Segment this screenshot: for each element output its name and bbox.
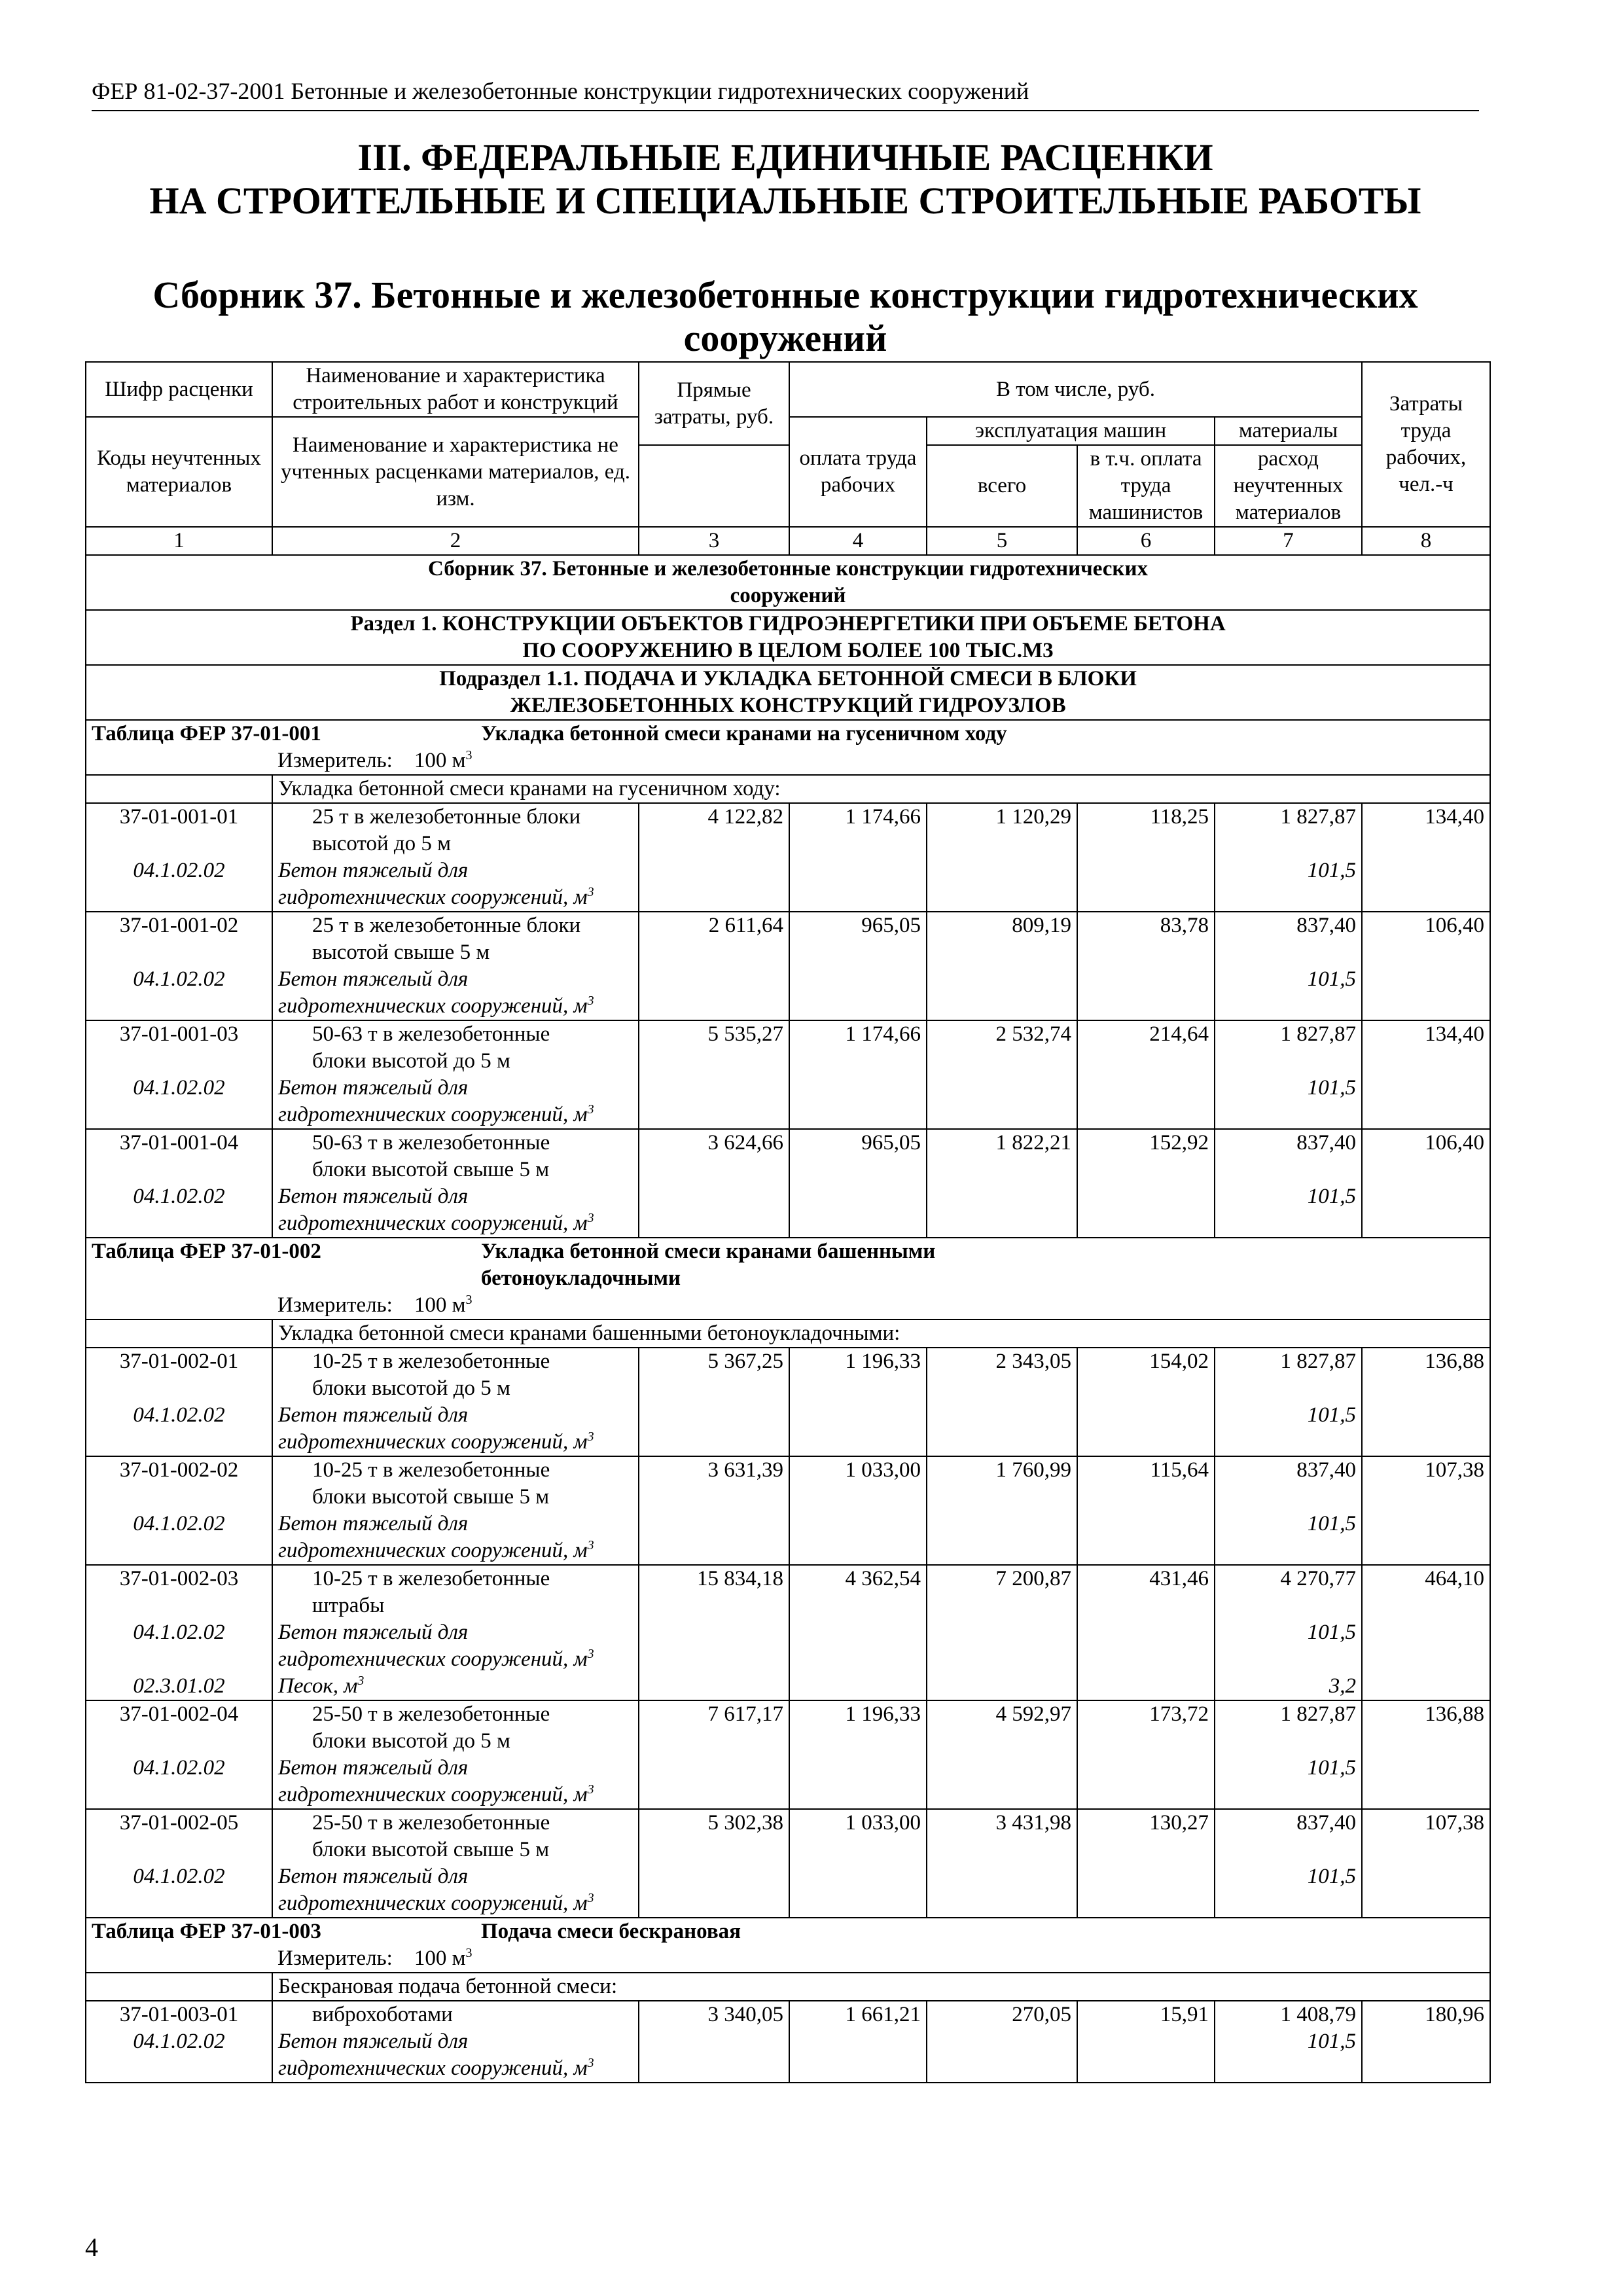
table-intro: Укладка бетонной смеси кранами на гусеничном ходу:: [86, 775, 1490, 803]
material-row: 04.1.02.02 Бетон тяжелый для гидротехнических сооружений, $м^3$ 101,5: [86, 1863, 1490, 1918]
section-heading: Раздел 1. КОНСТРУКЦИИ ОБЪЕКТОВ ГИДРОЭНЕРГЕТИКИ ПРИ ОБЪЕМЕ БЕТОНА ПО СООРУЖЕНИЮ В ЦЕЛОМ БОЛЕЕ 100 ТЫС.М3: [86, 610, 1490, 665]
rates-table: Шифр расценки Наименование и характеристика строительных работ и конструкций Прямые затраты, руб. В том числе, руб. Затраты труда рабочих, чел.-ч Коды неучтенных материалов Наименование и характеристика не учтенных расценками материалов, ед. изм. оплата труда рабочих эксплуатация машин материалы всего в т.ч. оплата труда машинистов расход неучтенных материалов 1 2 3 4 5 6 7 8 Сборник 37. Бетонные и железобетонные конструкции гидротехнических сооружений Раздел 1. КОНСТРУКЦИИ ОБЪЕКТОВ ГИДРОЭНЕРГЕТИКИ ПРИ ОБЪЕМЕ БЕТОНА ПО СООРУЖЕНИЮ В ЦЕЛОМ БОЛЕЕ 100 ТЫС.М3 Подраздел 1.1. ПОДАЧА И УКЛАДКА БЕТОННОЙ СМЕСИ В БЛОКИ ЖЕЛЕЗОБЕТОННЫХ КОНСТРУКЦИЙ ГИДРОУЗЛОВ Таблица ФЕР 37-01-001 Укладка бетонной смеси кранами на гусеничном ходу Измеритель: 100 $м^3$ Укладка бетонной смеси кранами на гусеничном ходу: 37-01-001-01 25 т в железобетонные блоки высотой до 5 м 4 122,82 1 174,66 1 120,29 118,25 1 827,87 134,40 04.1.02.02 Бетон тяжелый для гидротехнических сооружений, $м^3$ 101,5 37-01-001-02 25 т в железобетонные блоки высотой свыше 5 м 2 611,64 965,05 809,19 83,78 837,40 106,40 04.1.02.02 Бетон тяжелый для гидротехнических сооружений, $м^3$ 101,5 37-01-001-03 50-63 т в железобетонные блоки высотой до 5 м 5 535,27 1 174,66 2 532,74 214,64 1 827,87 134,40 04.1.02.02 Бетон тяжелый для гидротехнических сооружений, $м^3$ 101,5 37-01-001-04 50-63 т в железобетонные блоки высотой свыше 5 м 3 624,66 965,05 1 822,21 152,92 837,40 106,40 04.1.02.02 Бетон тяжелый для гидротехнических сооружений, $м^3$ 101,5 Таблица ФЕР 37-01-002 Укладка бетонной смеси кранами башенными бетоноукладочными Измеритель: 100 $м^3$ Укладка бетонной смеси кранами башенными бетоноукладочными: 37-01-002-01 10-25 т в железобетонные блоки высотой до 5 м 5 367,25 1 196,33 2 343,05 154,02 1 827,87 136,88 04.1.02.02 Бетон тяжелый для гидротехнических сооружений, $м^3$ 101,5 37-01-002-02 10-25 т в железобетонные блоки высотой свыше 5 м 3 631,39 1 033,00 1 760,99 115,64 837,40 107,38 04.1.02.02 Бетон тяжелый для гидротехнических сооружений, $м^3$ 101,5 37-01-002-03 10-25 т в железобетонные штрабы 15 834,18 4 362,54 7 200,87 431,46 4 270,77 464,10 04.1.02.02 Бетон тяжелый для гидротехнических сооружений, $м^3$ 101,5 02.3.01.02 Песок, $м^3$ 3,2 37-01-002-04 25-50 т в железобетонные блоки высотой до 5 м 7 617,17 1 196,33 4 592,97 173,72 1 827,87 136,88 04.1.02.02 Бетон тяжелый для гидротехнических сооружений, $м^3$ 101,5 37-01-002-05 25-50 т в железобетонные блоки высотой свыше 5 м 5 302,38 1 033,00 3 431,98 130,27 837,40 107,38 04.1.02.02 Бетон тяжелый для гидротехнических сооружений, $м^3$ 101,5 Таблица ФЕР 37-01-003 Подача смеси бескрановая Измеритель: 100 $м^3$ Бескрановая подача бетонной смеси: 37-01-003-01 виброхоботами 3 340,05 1 661,21 270,05 15,91 1 408,79 180,96 04.1.02.02 Бетон тяжелый для гидротехнических сооружений, $м^3$ 101,5: [85, 361, 1491, 2083]
rate-code: 37-01-001-04: [86, 1129, 272, 1183]
rate-code: 37-01-001-03: [86, 1020, 272, 1075]
rate-row: 37-01-002-03 10-25 т в железобетонные штрабы 15 834,18 4 362,54 7 200,87 431,46 4 270,77 464,10: [86, 1565, 1490, 1619]
measure-row: Измеритель: 100 $м^3$: [86, 747, 1490, 775]
rate-code: 37-01-002-04: [86, 1700, 272, 1755]
rate-code: 37-01-001-02: [86, 912, 272, 966]
material-row: 04.1.02.02 Бетон тяжелый для гидротехнических сооружений, $м^3$ 101,5: [86, 1402, 1490, 1456]
material-row: 04.1.02.02 Бетон тяжелый для гидротехнических сооружений, $м^3$ 101,5: [86, 1755, 1490, 1809]
material-row: 04.1.02.02 Бетон тяжелый для гидротехнических сооружений, $м^3$ 101,5: [86, 1619, 1490, 1673]
rate-code: 37-01-003-01: [86, 2001, 272, 2028]
material-row: 04.1.02.02 Бетон тяжелый для гидротехнических сооружений, $м^3$ 101,5: [86, 1075, 1490, 1129]
material-row: 04.1.02.02 Бетон тяжелый для гидротехнических сооружений, $м^3$ 101,5: [86, 857, 1490, 912]
material-row: 04.1.02.02 Бетон тяжелый для гидротехнических сооружений, $м^3$ 101,5: [86, 1511, 1490, 1565]
material-row: 04.1.02.02 Бетон тяжелый для гидротехнических сооружений, $м^3$ 101,5: [86, 1183, 1490, 1238]
material-row: 04.1.02.02 Бетон тяжелый для гидротехнических сооружений, $м^3$ 101,5: [86, 966, 1490, 1020]
rate-row: 37-01-002-01 10-25 т в железобетонные блоки высотой до 5 м 5 367,25 1 196,33 2 343,05 154,02 1 827,87 136,88: [86, 1348, 1490, 1402]
rate-code: 37-01-002-05: [86, 1809, 272, 1863]
material-row: 04.1.02.02 Бетон тяжелый для гидротехнических сооружений, $м^3$ 101,5: [86, 2028, 1490, 2083]
table-heading: Таблица ФЕР 37-01-001 Укладка бетонной смеси кранами на гусеничном ходу: [86, 720, 1490, 747]
table-intro: Укладка бетонной смеси кранами башенными бетоноукладочными:: [86, 1319, 1490, 1348]
measure-row: Измеритель: 100 $м^3$: [86, 1292, 1490, 1319]
material-row: 02.3.01.02 Песок, $м^3$ 3,2: [86, 1673, 1490, 1700]
header-row: Шифр расценки Наименование и характеристика строительных работ и конструкций Прямые затраты, руб. В том числе, руб. Затраты труда рабочих, чел.-ч: [86, 362, 1490, 417]
main-title: III. ФЕДЕРАЛЬНЫЕ ЕДИНИЧНЫЕ РАСЦЕНКИ НА СТРОИТЕЛЬНЫЕ И СПЕЦИАЛЬНЫЕ СТРОИТЕЛЬНЫЕ РАБОТЫ: [149, 136, 1421, 222]
column-numbers-row: 1 2 3 4 5 6 7 8: [86, 527, 1490, 555]
rate-row: 37-01-001-04 50-63 т в железобетонные блоки высотой свыше 5 м 3 624,66 965,05 1 822,21 152,92 837,40 106,40: [86, 1129, 1490, 1183]
table-heading: Таблица ФЕР 37-01-002 Укладка бетонной смеси кранами башенными бетоноукладочными: [86, 1238, 1490, 1292]
collection-heading: Сборник 37. Бетонные и железобетонные конструкции гидротехнических сооружений: [86, 555, 1490, 610]
rate-row: 37-01-001-01 25 т в железобетонные блоки высотой до 5 м 4 122,82 1 174,66 1 120,29 118,25 1 827,87 134,40: [86, 803, 1490, 857]
rate-row: 37-01-001-03 50-63 т в железобетонные блоки высотой до 5 м 5 535,27 1 174,66 2 532,74 214,64 1 827,87 134,40: [86, 1020, 1490, 1075]
rate-row: 37-01-001-02 25 т в железобетонные блоки высотой свыше 5 м 2 611,64 965,05 809,19 83,78 837,40 106,40: [86, 912, 1490, 966]
collection-title: Сборник 37. Бетонные и железобетонные конструкции гидротехнических сооружений: [152, 274, 1418, 359]
rate-row: 37-01-002-02 10-25 т в железобетонные блоки высотой свыше 5 м 3 631,39 1 033,00 1 760,99 115,64 837,40 107,38: [86, 1456, 1490, 1511]
rate-code: 37-01-002-01: [86, 1348, 272, 1402]
running-head: ФЕР 81-02-37-2001 Бетонные и железобетонные конструкции гидротехнических сооружений: [92, 77, 1479, 111]
rate-code: 37-01-001-01: [86, 803, 272, 857]
table-intro: Бескрановая подача бетонной смеси:: [86, 1973, 1490, 2001]
subsection-heading: Подраздел 1.1. ПОДАЧА И УКЛАДКА БЕТОННОЙ СМЕСИ В БЛОКИ ЖЕЛЕЗОБЕТОННЫХ КОНСТРУКЦИЙ ГИДРОУЗЛОВ: [86, 665, 1490, 720]
rate-code: 37-01-002-02: [86, 1456, 272, 1511]
rate-row: 37-01-003-01 виброхоботами 3 340,05 1 661,21 270,05 15,91 1 408,79 180,96: [86, 2001, 1490, 2028]
measure-row: Измеритель: 100 $м^3$: [86, 1945, 1490, 1973]
table-heading: Таблица ФЕР 37-01-003 Подача смеси бескрановая: [86, 1918, 1490, 1945]
rate-code: 37-01-002-03: [86, 1565, 272, 1619]
rate-row: 37-01-002-05 25-50 т в железобетонные блоки высотой свыше 5 м 5 302,38 1 033,00 3 431,98 130,27 837,40 107,38: [86, 1809, 1490, 1863]
rate-row: 37-01-002-04 25-50 т в железобетонные блоки высотой до 5 м 7 617,17 1 196,33 4 592,97 173,72 1 827,87 136,88: [86, 1700, 1490, 1755]
page-number: 4: [85, 2233, 98, 2262]
